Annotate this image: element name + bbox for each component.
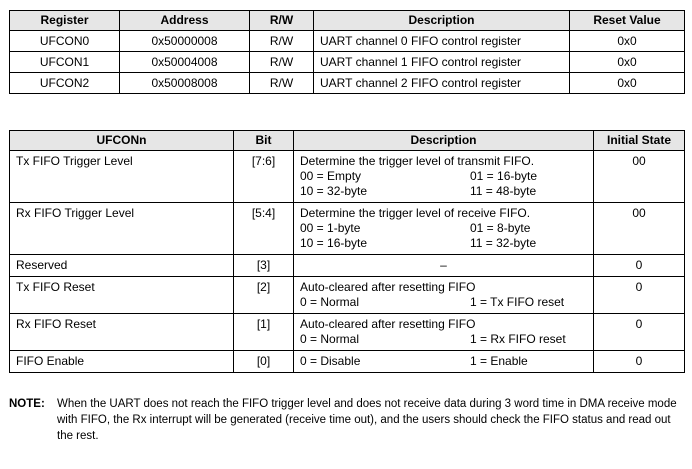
header-ufconn: UFCONn <box>10 131 234 151</box>
option-text: 00 = Empty <box>300 169 362 183</box>
header-rw: R/W <box>250 11 314 31</box>
note-label: NOTE: <box>9 398 45 410</box>
header-bit: Bit <box>234 131 294 151</box>
field-name: Rx FIFO Trigger Level <box>10 203 234 255</box>
register-description: UART channel 0 FIFO control register <box>314 31 570 52</box>
field-description-text: Auto-cleared after resetting FIFO <box>300 280 476 294</box>
option-text: 1 = Rx FIFO reset <box>470 332 566 346</box>
register-address: 0x50004008 <box>120 52 250 73</box>
field-description-text: Determine the trigger level of receive FIFO. <box>300 206 531 220</box>
field-description <box>294 151 594 203</box>
register-table <box>9 10 685 94</box>
field-initial-state: 0 <box>594 255 685 277</box>
option-text: 10 = 32-byte <box>300 184 368 198</box>
register-address: 0x50008008 <box>120 73 250 94</box>
option-text: 11 = 32-byte <box>470 236 537 250</box>
register-rw: R/W <box>250 31 314 52</box>
option-text: 01 = 8-byte <box>470 221 531 235</box>
option-text: 1 = Tx FIFO reset <box>470 295 565 309</box>
table-row <box>10 52 685 73</box>
table-row <box>10 351 685 373</box>
option-row <box>300 236 589 251</box>
header-description: Description <box>294 131 594 151</box>
field-bit: [3] <box>234 255 294 277</box>
register-description: UART channel 1 FIFO control register <box>314 52 570 73</box>
bit-table-header <box>10 131 685 151</box>
field-bit: [5:4] <box>234 203 294 255</box>
option-text: 1 = Enable <box>470 354 528 368</box>
field-description-text: Determine the trigger level of transmit FIFO. <box>300 154 535 168</box>
option-row <box>300 169 589 184</box>
header-initial-state: Initial State <box>594 131 685 151</box>
field-name: Tx FIFO Trigger Level <box>10 151 234 203</box>
field-description <box>294 277 594 314</box>
option-text: 01 = 16-byte <box>470 169 538 183</box>
table-row <box>10 314 685 351</box>
field-bit: [7:6] <box>234 151 294 203</box>
field-initial-state: 00 <box>594 151 685 203</box>
table-row <box>10 255 685 277</box>
field-bit: [1] <box>234 314 294 351</box>
table-row <box>10 151 685 203</box>
field-name: Tx FIFO Reset <box>10 277 234 314</box>
option-row <box>300 354 589 369</box>
field-initial-state: 0 <box>594 277 685 314</box>
note-block <box>9 396 684 444</box>
header-address: Address <box>120 11 250 31</box>
header-reset-value: Reset Value <box>570 11 685 31</box>
field-initial-state: 0 <box>594 351 685 373</box>
register-name: UFCON2 <box>10 73 120 94</box>
option-text: 00 = 1-byte <box>300 221 361 235</box>
option-row <box>300 295 589 310</box>
field-initial-state: 0 <box>594 314 685 351</box>
field-bit: [0] <box>234 351 294 373</box>
option-text: 0 = Disable <box>300 354 361 368</box>
field-description <box>294 314 594 351</box>
field-description <box>294 203 594 255</box>
field-description <box>294 351 594 373</box>
field-description: – <box>294 255 594 277</box>
option-text: 11 = 48-byte <box>470 184 537 198</box>
field-bit: [2] <box>234 277 294 314</box>
register-description: UART channel 2 FIFO control register <box>314 73 570 94</box>
option-text: 0 = Normal <box>300 332 360 346</box>
register-address: 0x50000008 <box>120 31 250 52</box>
register-name: UFCON0 <box>10 31 120 52</box>
field-initial-state: 00 <box>594 203 685 255</box>
option-row <box>300 332 589 347</box>
bit-field-table <box>9 130 685 373</box>
table-row <box>10 73 685 94</box>
register-rw: R/W <box>250 52 314 73</box>
option-row <box>300 221 589 236</box>
table-row <box>10 277 685 314</box>
header-description: Description <box>314 11 570 31</box>
option-text: 10 = 16-byte <box>300 236 368 250</box>
register-reset-value: 0x0 <box>570 73 685 94</box>
register-rw: R/W <box>250 73 314 94</box>
table-row <box>10 203 685 255</box>
field-description-text: Auto-cleared after resetting FIFO <box>300 317 476 331</box>
field-name: Reserved <box>10 255 234 277</box>
option-text: 0 = Normal <box>300 295 360 309</box>
table-row <box>10 31 685 52</box>
header-register: Register <box>10 11 120 31</box>
note-text: When the UART does not reach the FIFO trigger level and does not receive data during 3 word time in DMA receive mode with FIFO, the Rx interrupt will be generated (receive time out), and the users should check the FIFO status and read out the rest. <box>57 398 677 442</box>
field-name: Rx FIFO Reset <box>10 314 234 351</box>
register-reset-value: 0x0 <box>570 31 685 52</box>
register-name: UFCON1 <box>10 52 120 73</box>
field-name: FIFO Enable <box>10 351 234 373</box>
register-table-header <box>10 11 685 31</box>
register-reset-value: 0x0 <box>570 52 685 73</box>
option-row <box>300 184 589 199</box>
